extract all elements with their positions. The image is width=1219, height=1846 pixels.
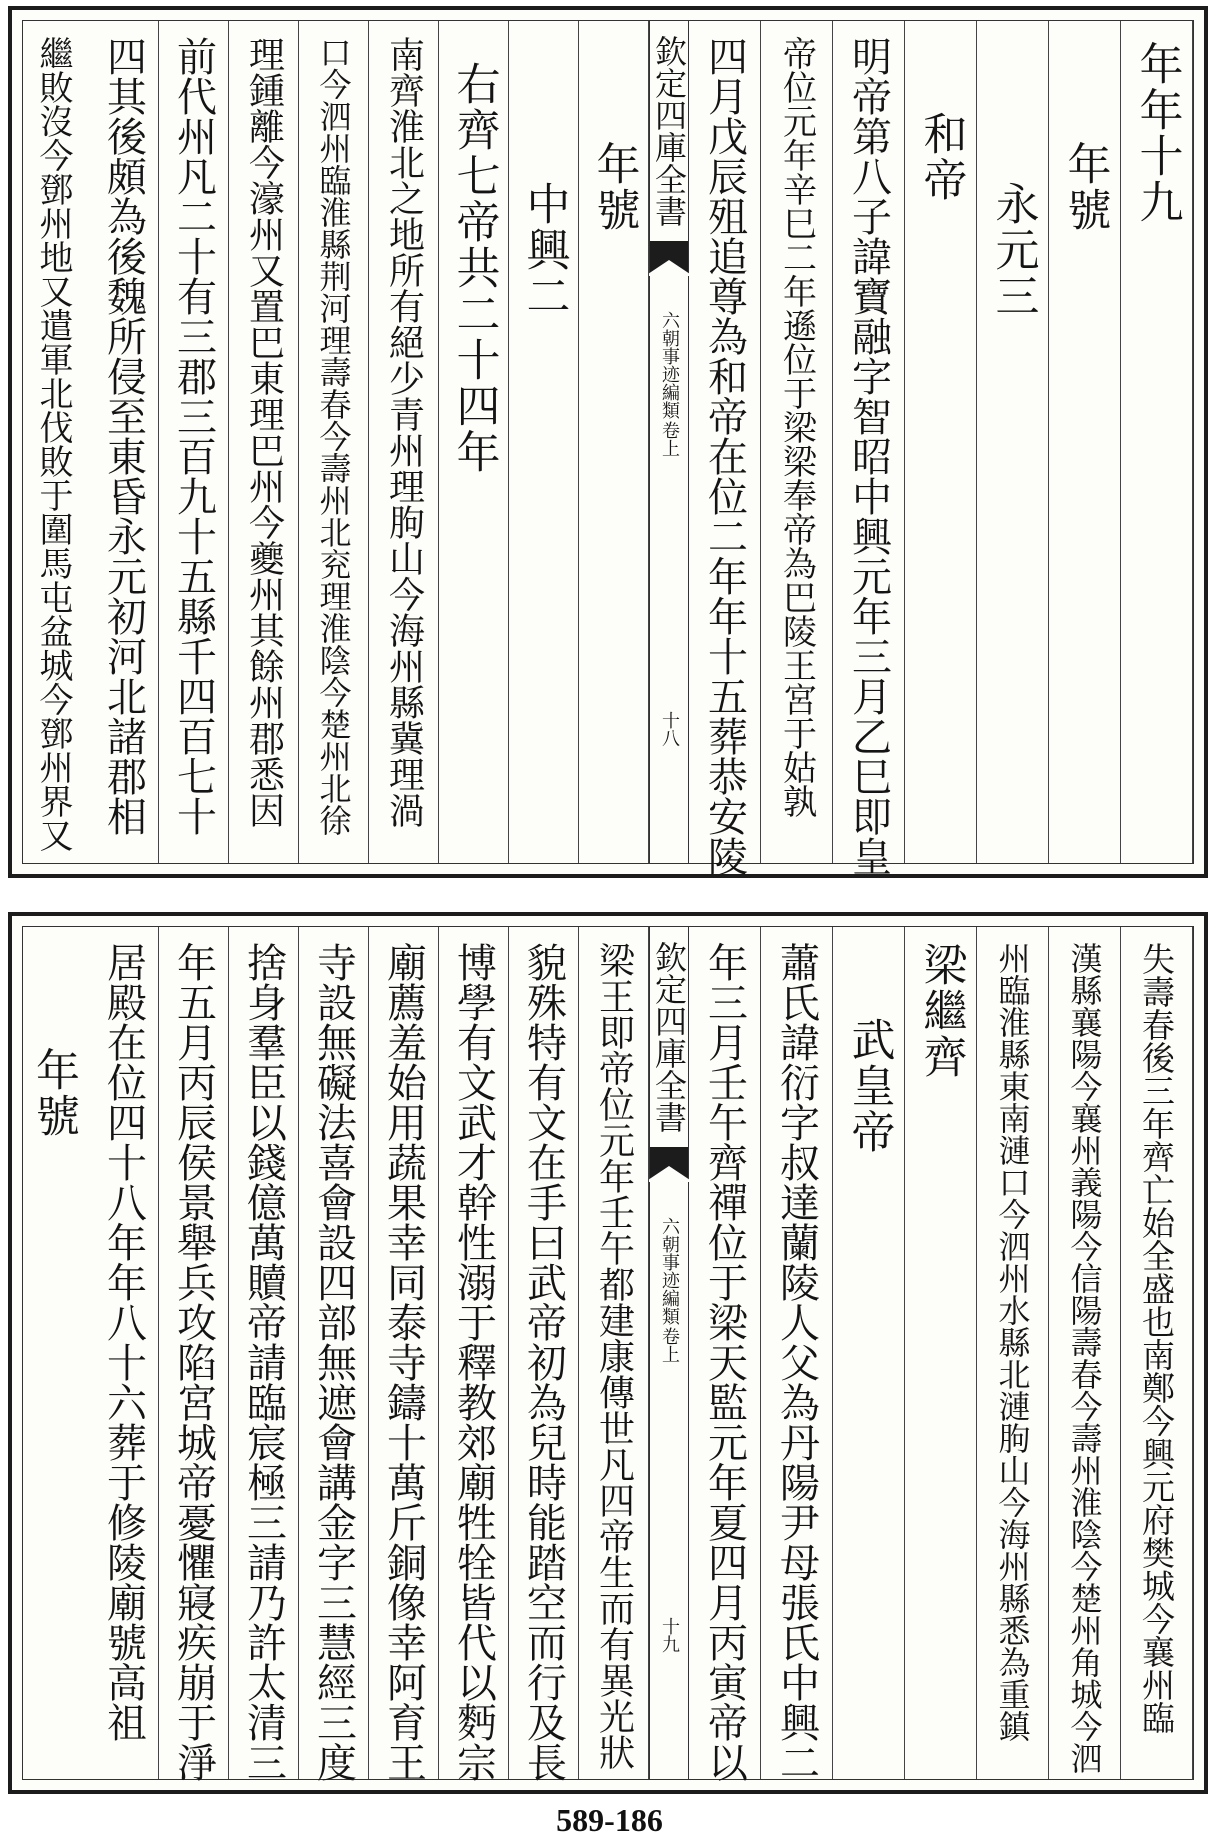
column-text: 和帝 — [915, 111, 967, 203]
column-text: 寺設無礙法喜會設四部無遮會講金字三慧經三度 — [310, 942, 357, 1782]
column — [1049, 21, 1121, 863]
column — [439, 21, 509, 863]
column-text: 口今泗州臨淮縣荆河理壽春今壽州北兖理淮陰今楚州北徐 — [314, 36, 353, 836]
column-text: 年號 — [28, 1047, 79, 1139]
column — [17, 21, 89, 863]
column — [1121, 927, 1193, 1779]
column — [229, 927, 299, 1782]
column-text: 居殿在位四十八年年八十六葬于修陵廟號高祖 — [100, 942, 147, 1742]
column-text: 理鍾離今濠州又置巴東理巴州今夔州其餘州郡悉因 — [243, 36, 285, 828]
book-name: 六朝事迹編類 — [659, 311, 680, 419]
column — [159, 21, 229, 863]
column — [159, 927, 229, 1782]
column — [89, 21, 159, 863]
column — [905, 927, 977, 1779]
column-text: 年三月壬午齊禪位于梁天監元年夏四月丙寅帝以 — [701, 942, 748, 1782]
column-text: 廟薦羞始用蔬果幸同泰寺鑄十萬斤銅像幸阿育王 — [380, 942, 427, 1782]
page-code: 589-186 — [556, 1802, 663, 1838]
column — [761, 927, 833, 1782]
column — [833, 927, 905, 1779]
column-text: 年號 — [588, 141, 640, 233]
column — [761, 21, 833, 863]
column — [299, 927, 369, 1782]
column-text: 貌殊特有文在手曰武帝初為兒時能踏空而行及長 — [520, 942, 567, 1782]
leaf-number: 十九 — [659, 1617, 680, 1653]
column — [833, 21, 905, 876]
column-text: 博學有文武才幹性溺于釋教郊廟牲牷皆代以麪宗 — [450, 942, 497, 1782]
column — [579, 927, 649, 1779]
volume-label: 卷上 — [659, 1327, 680, 1363]
fishtail-mark — [650, 241, 688, 275]
column-text: 四其後頗為後魏所侵至東昏永元初河北諸郡相 — [100, 36, 147, 836]
page-spine — [649, 927, 689, 1779]
column-text: 明帝第八子諱寶融字智昭中興元年三月乙巳即皇 — [845, 36, 892, 876]
column — [689, 927, 761, 1782]
column-text: 年五月丙辰侯景舉兵攻陷宮城帝憂懼寢疾崩于淨 — [170, 942, 217, 1782]
book-name: 六朝事迹編類 — [659, 1217, 680, 1325]
column — [229, 21, 299, 863]
column — [509, 927, 579, 1782]
bottom-page — [8, 912, 1208, 1794]
column — [369, 927, 439, 1782]
column-text: 捨身羣臣以錢億萬贖帝請臨宸極三請乃許太清三 — [240, 942, 287, 1782]
column — [905, 21, 977, 863]
book-title: 欽定四庫全書 — [650, 941, 688, 1133]
column-text: 武皇帝 — [843, 1017, 895, 1155]
column-text: 中興二 — [518, 181, 570, 319]
column-text: 年年十九 — [1131, 41, 1183, 225]
column-text: 帝位元年辛巳二年遜位于梁梁奉帝為巴陵王宮于姑孰 — [776, 36, 817, 818]
column-text: 南齊淮北之地所有絕少青州理朐山今海州縣冀理渦 — [383, 36, 425, 828]
column — [977, 927, 1049, 1779]
column-text: 前代州凡二十有三郡三百九十五縣千四百七十 — [170, 36, 217, 836]
column — [369, 21, 439, 863]
column-text: 漢縣襄陽今襄州義陽今信陽壽春今壽州淮陰今楚州角城今泗 — [1065, 942, 1104, 1774]
column — [89, 927, 159, 1779]
book-title: 欽定四庫全書 — [650, 35, 688, 227]
column — [509, 21, 579, 863]
column-text: 蕭氏諱衍字叔達蘭陵人父為丹陽尹母張氏中興二 — [773, 942, 820, 1782]
column — [17, 927, 89, 1779]
column-text: 右齊七帝共二十四年 — [448, 61, 500, 475]
column-text: 失壽春後三年齊亡始全盛也南鄭今興元府樊城今襄州臨 — [1137, 942, 1176, 1734]
top-page-frame — [22, 20, 1194, 876]
column — [977, 21, 1049, 863]
fishtail-mark — [650, 1147, 688, 1181]
column — [689, 21, 761, 876]
column-text: 繼敗沒今鄧州地又遣軍北伐敗于圍馬屯盆城今鄧州界又 — [33, 36, 73, 852]
page-spine — [649, 21, 689, 863]
column — [1049, 927, 1121, 1779]
column-text: 梁王即帝位元年壬午都建康傳世凡四帝生而有異光狀 — [593, 942, 635, 1770]
column — [579, 21, 649, 863]
volume-label: 卷上 — [659, 421, 680, 457]
column-text: 年號 — [1059, 141, 1111, 233]
bottom-page-frame — [22, 926, 1194, 1780]
top-page — [8, 6, 1208, 878]
column — [439, 927, 509, 1782]
column-text: 州臨淮縣東南漣口今泗州水縣北漣朐山今海州縣悉為重鎮 — [993, 942, 1032, 1742]
column — [1121, 21, 1193, 863]
column — [299, 21, 369, 863]
column-text: 梁繼齊 — [915, 942, 967, 1080]
column-text: 四月戊辰殂追尊為和帝在位二年年十五葬恭安陵 — [701, 36, 748, 876]
leaf-number: 十八 — [659, 711, 680, 747]
column-text: 永元三 — [987, 181, 1039, 319]
